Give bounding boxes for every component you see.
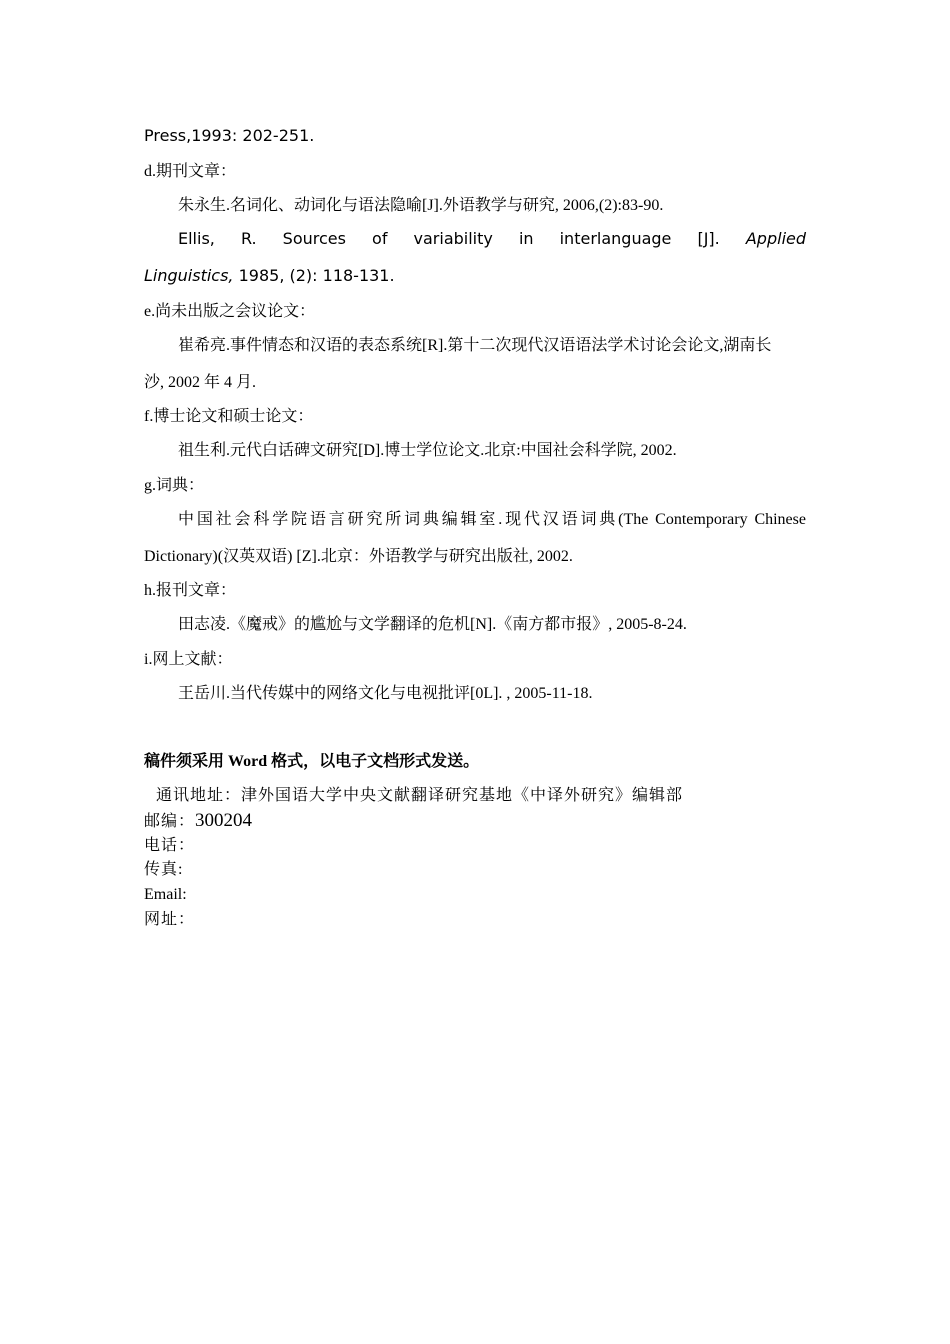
ref-journal-english-year: 1985, (2): 118-131. [233, 266, 395, 285]
ref-journal-english-main: Ellis, R. Sources of variability in interlanguage [J]. [178, 229, 720, 248]
section-heading-thesis: f.博士论文和硕士论文： [144, 408, 314, 425]
ref-journal-english-continuation [144, 266, 806, 286]
section-heading-journal: d.期刊文章： [144, 163, 237, 180]
ref-conference-continuation: 沙, 2002 年 4 月. [144, 374, 257, 391]
submission-format-note: 稿件须采用 Word 格式，以电子文档形式发送。 [144, 753, 480, 770]
ref-newspaper: 田志凌.《魔戒》的尴尬与文学翻译的危机[N].《南方都市报》, 2005-8-24. [178, 616, 687, 633]
ref-journal-chinese: 朱永生.名词化、动词化与语法隐喻[J].外语教学与研究, 2006,(2):83-90. [178, 197, 664, 214]
contact-postcode [144, 811, 806, 832]
contact-phone: 电话： [144, 837, 196, 854]
contact-fax: 传真: [144, 861, 184, 878]
ref-thesis: 祖生利.元代白话碑文研究[D].博士学位论文.北京:中国社会科学院, 2002. [178, 442, 677, 459]
section-heading-newspaper: h.报刊文章： [144, 582, 237, 599]
ref-online: 王岳川.当代传媒中的网络文化与电视批评[0L]. , 2005-11-18. [178, 685, 593, 702]
postcode-value: 300204 [195, 810, 253, 831]
section-heading-online: i.网上文献： [144, 651, 233, 668]
ref-journal-english-journal-name-cont: Linguistics, [144, 266, 234, 285]
ref-conference: 崔希亮.事件情态和汉语的表态系统[R].第十二次现代汉语语法学术讨论会论文,湖南长 [178, 337, 772, 354]
contact-website: 网址： [144, 911, 196, 928]
section-heading-conference: e.尚未出版之会议论文： [144, 303, 316, 320]
ref-dictionary-continuation: Dictionary)(汉英双语) [Z].北京：外语教学与研究出版社, 2002. [144, 548, 573, 565]
contact-address: 通讯地址：津外国语大学中央文献翻译研究基地《中译外研究》编辑部 [156, 787, 684, 804]
ref-journal-english-journal-name: Applied [745, 229, 807, 248]
section-heading-dictionary: g.词典： [144, 477, 205, 494]
ref-journal-english [178, 229, 806, 249]
postcode-label: 邮编： [144, 813, 196, 830]
ref-dictionary: 中国社会科学院语言研究所词典编辑室.现代汉语词典(The Contemporary Chinese [178, 511, 806, 528]
ref-book-continuation: Press,1993: 202-251. [144, 126, 315, 145]
contact-email: Email: [144, 886, 187, 903]
